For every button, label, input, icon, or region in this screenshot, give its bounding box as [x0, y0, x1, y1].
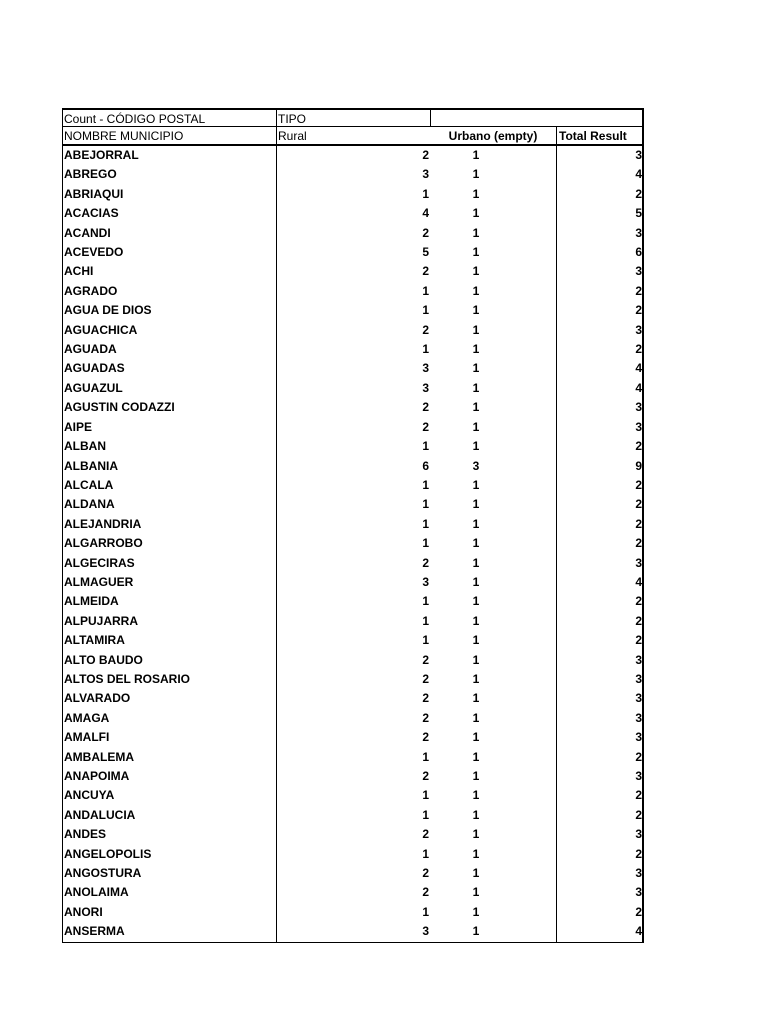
municipio-name: ANORI [64, 904, 103, 919]
municipio-name: ANDALUCIA [64, 807, 136, 822]
total-result: 3 [635, 827, 642, 842]
municipio-name: ABEJORRAL [64, 148, 139, 162]
pivot-table [62, 108, 644, 943]
urbano-count: 1 [472, 633, 480, 648]
municipio-name: AGUA DE DIOS [64, 303, 152, 318]
table-row [63, 359, 642, 378]
municipio-name: ACEVEDO [64, 245, 124, 260]
municipio-name: ALCALA [64, 477, 114, 492]
municipio-name: ACANDI [64, 225, 111, 240]
municipio-name: ALMEIDA [64, 594, 119, 609]
total-result: 6 [635, 245, 642, 260]
rural-count: 1 [422, 788, 429, 803]
table-row [63, 457, 642, 476]
urbano-count: 1 [472, 477, 480, 492]
urbano-count: 1 [472, 846, 480, 861]
total-result: 3 [635, 885, 642, 900]
urbano-count: 1 [472, 400, 480, 415]
total-result: 2 [635, 807, 642, 822]
total-result: 2 [635, 283, 642, 298]
table-row [63, 554, 642, 573]
rural-count: 1 [422, 477, 429, 492]
municipio-name: ALTO BAUDO [64, 652, 143, 667]
rural-count: 2 [422, 710, 429, 725]
rural-count: 5 [422, 245, 429, 260]
total-result: 3 [635, 264, 642, 279]
rural-count: 1 [422, 594, 429, 609]
municipio-name: ABRIAQUI [64, 186, 124, 201]
rural-count: 3 [422, 924, 429, 939]
urbano-count: 1 [472, 322, 480, 337]
municipio-name: ALGARROBO [64, 536, 143, 551]
rural-count: 1 [422, 342, 429, 357]
urbano-count: 1 [472, 303, 480, 318]
table-row [63, 592, 642, 611]
rural-count: 2 [422, 827, 429, 842]
tipo-label: TIPO [276, 110, 430, 126]
rural-count: 1 [422, 516, 429, 531]
table-row [63, 476, 642, 495]
table-row [63, 651, 642, 670]
rural-count: 3 [422, 167, 429, 182]
urbano-count: 1 [472, 866, 480, 881]
municipio-name: AGRADO [64, 283, 118, 298]
rural-count: 1 [422, 846, 429, 861]
rural-count: 1 [422, 283, 429, 298]
municipio-name: ALVARADO [64, 691, 131, 706]
rural-count: 1 [422, 439, 429, 454]
table-row [63, 224, 642, 243]
nombre-municipio-header: NOMBRE MUNICIPIO [64, 129, 184, 143]
total-result: 4 [635, 574, 642, 589]
total-result: 4 [635, 380, 642, 395]
total-result: 3 [635, 866, 642, 881]
total-result: 5 [635, 206, 642, 221]
urbano-count: 1 [472, 148, 480, 162]
municipio-name: ALDANA [64, 497, 115, 512]
rural-count: 1 [422, 613, 429, 628]
municipio-name: ANGELOPOLIS [64, 846, 152, 861]
urbano-count: 1 [472, 516, 480, 531]
total-result: 3 [635, 710, 642, 725]
urbano-count: 1 [472, 710, 480, 725]
urbano-count: 1 [472, 574, 480, 589]
municipio-name: ANCUYA [64, 788, 115, 803]
total-result: 4 [635, 361, 642, 376]
rural-count: 3 [422, 361, 429, 376]
total-result: 3 [635, 225, 642, 240]
urbano-count: 1 [472, 613, 480, 628]
table-row [63, 883, 642, 902]
table-body [62, 146, 644, 943]
table-row [63, 689, 642, 708]
table-row [63, 262, 642, 281]
table-row [63, 418, 642, 437]
total-result: 2 [635, 303, 642, 318]
urbano-count: 1 [472, 497, 480, 512]
total-result: 3 [635, 400, 642, 415]
table-row [63, 864, 642, 883]
table-row [63, 185, 642, 204]
table-row [63, 786, 642, 805]
total-result: 2 [635, 439, 642, 454]
rural-count: 2 [422, 885, 429, 900]
total-result: 4 [635, 167, 642, 182]
municipio-name: ANAPOIMA [64, 769, 130, 783]
table-row [63, 903, 642, 922]
municipio-name: AGUADA [64, 342, 117, 357]
total-result: 2 [635, 633, 642, 648]
table-row [63, 922, 642, 941]
total-result: 2 [635, 749, 642, 764]
urbano-count: 1 [472, 167, 480, 182]
rural-count: 1 [422, 633, 429, 648]
total-result: 9 [635, 458, 642, 473]
rural-count: 2 [422, 730, 429, 745]
table-row [63, 631, 642, 650]
rural-header: Rural [276, 127, 428, 144]
table-row [63, 301, 642, 320]
rural-count: 4 [422, 206, 429, 221]
rural-count: 2 [422, 691, 429, 706]
urbano-count: 1 [472, 691, 480, 706]
table-row [63, 165, 642, 184]
urbano-count: 1 [472, 264, 480, 279]
urbano-count: 1 [472, 361, 480, 376]
total-result: 3 [635, 730, 642, 745]
table-row [63, 845, 642, 864]
municipio-name: AGUAZUL [64, 380, 123, 395]
municipio-name: AMBALEMA [64, 749, 134, 764]
table-row [63, 534, 642, 553]
rural-count: 2 [422, 225, 429, 240]
rural-count: 2 [422, 769, 429, 783]
table-row [63, 670, 642, 689]
total-result: 2 [635, 342, 642, 357]
municipio-name: AIPE [64, 419, 93, 434]
table-row [63, 495, 642, 514]
total-result: 2 [635, 788, 642, 803]
municipio-name: AMALFI [64, 730, 110, 745]
table-row [63, 825, 642, 844]
urbano-count: 1 [472, 245, 480, 260]
rural-count: 2 [422, 866, 429, 881]
total-result: 2 [635, 613, 642, 628]
municipio-name: ABREGO [64, 167, 117, 182]
rural-count: 2 [422, 419, 429, 434]
rural-count: 1 [422, 497, 429, 512]
municipio-name: AGUADAS [64, 361, 125, 376]
urbano-count: 1 [472, 671, 480, 686]
municipio-name: ALTAMIRA [64, 633, 125, 648]
municipio-name: ANGOSTURA [64, 866, 142, 881]
urbano-count: 1 [472, 283, 480, 298]
table-row [63, 204, 642, 223]
rural-count: 1 [422, 807, 429, 822]
total-result: 2 [635, 904, 642, 919]
urbano-count: 1 [472, 807, 480, 822]
rural-count: 1 [422, 186, 429, 201]
municipio-name: ALEJANDRIA [64, 516, 142, 531]
urbano-count: 3 [472, 458, 480, 473]
urbano-count: 1 [472, 419, 480, 434]
urbano-count: 1 [472, 439, 480, 454]
total-result: 2 [635, 186, 642, 201]
municipio-name: ALTOS DEL ROSARIO [64, 671, 191, 686]
rural-count: 2 [422, 671, 429, 686]
municipio-name: ALMAGUER [64, 574, 134, 589]
urbano-count: 1 [472, 885, 480, 900]
total-result: 3 [635, 555, 642, 570]
total-result: 3 [635, 691, 642, 706]
municipio-name: ACACIAS [64, 206, 119, 221]
total-result: 3 [635, 652, 642, 667]
municipio-name: AMAGA [64, 710, 110, 725]
municipio-name: ANSERMA [64, 924, 125, 939]
urbano-count: 1 [472, 827, 480, 842]
urbano-empty-header: Urbano (empty) [448, 129, 538, 143]
urbano-count: 1 [472, 749, 480, 764]
table-row [63, 243, 642, 262]
municipio-name: ACHI [64, 264, 94, 279]
total-result: 2 [635, 477, 642, 492]
table-row [63, 321, 642, 340]
total-result: 2 [635, 497, 642, 512]
table-row [63, 282, 642, 301]
municipio-name: ANDES [64, 827, 107, 842]
municipio-name: ALBAN [64, 439, 106, 454]
total-result: 4 [635, 924, 642, 939]
urbano-count: 1 [472, 186, 480, 201]
table-row [63, 728, 642, 747]
municipio-name: ANOLAIMA [64, 885, 129, 900]
urbano-count: 1 [472, 788, 480, 803]
urbano-count: 1 [472, 924, 480, 939]
rural-count: 2 [422, 148, 429, 162]
rural-count: 2 [422, 400, 429, 415]
table-row [63, 612, 642, 631]
total-result: 3 [635, 419, 642, 434]
total-result: 2 [635, 516, 642, 531]
rural-count: 3 [422, 380, 429, 395]
rural-count: 2 [422, 264, 429, 279]
table-row [63, 437, 642, 456]
urbano-count: 1 [472, 380, 480, 395]
table-row [63, 748, 642, 767]
urbano-count: 1 [472, 730, 480, 745]
total-result: 3 [635, 769, 642, 783]
table-row [63, 379, 642, 398]
table-row [63, 573, 642, 592]
urbano-count: 1 [472, 536, 480, 551]
total-result: 3 [635, 322, 642, 337]
municipio-name: ALBANIA [64, 458, 118, 473]
municipio-name: ALGECIRAS [64, 555, 135, 570]
municipio-name: ALPUJARRA [64, 613, 139, 628]
urbano-count: 1 [472, 342, 480, 357]
table-row [63, 767, 642, 786]
table-row [63, 398, 642, 417]
rural-count: 1 [422, 749, 429, 764]
table-row [63, 146, 642, 165]
urbano-count: 1 [472, 652, 480, 667]
urbano-count: 1 [472, 594, 480, 609]
rural-count: 6 [422, 458, 429, 473]
table-row [63, 709, 642, 728]
urbano-count: 1 [472, 206, 480, 221]
rural-count: 1 [422, 303, 429, 318]
count-label: Count - CÓDIGO POSTAL [64, 112, 206, 126]
rural-count: 2 [422, 322, 429, 337]
empty-header-cell [430, 110, 643, 126]
rural-count: 2 [422, 555, 429, 570]
municipio-name: AGUACHICA [64, 322, 138, 337]
total-result: 2 [635, 594, 642, 609]
total-result: 3 [635, 671, 642, 686]
table-row [63, 515, 642, 534]
urbano-count: 1 [472, 555, 480, 570]
urbano-count: 1 [472, 769, 480, 783]
total-result: 2 [635, 846, 642, 861]
urbano-count: 1 [472, 225, 480, 240]
rural-count: 2 [422, 652, 429, 667]
rural-count: 1 [422, 536, 429, 551]
table-row [63, 806, 642, 825]
rural-count: 1 [422, 904, 429, 919]
total-result-header: Total Result [556, 127, 643, 144]
table-row [63, 340, 642, 359]
urbano-count: 1 [472, 904, 480, 919]
header-row-columns [62, 127, 644, 146]
total-result: 2 [635, 536, 642, 551]
total-result: 3 [635, 148, 642, 162]
rural-count: 3 [422, 574, 429, 589]
municipio-name: AGUSTIN CODAZZI [64, 400, 175, 415]
header-row-count [62, 108, 644, 127]
